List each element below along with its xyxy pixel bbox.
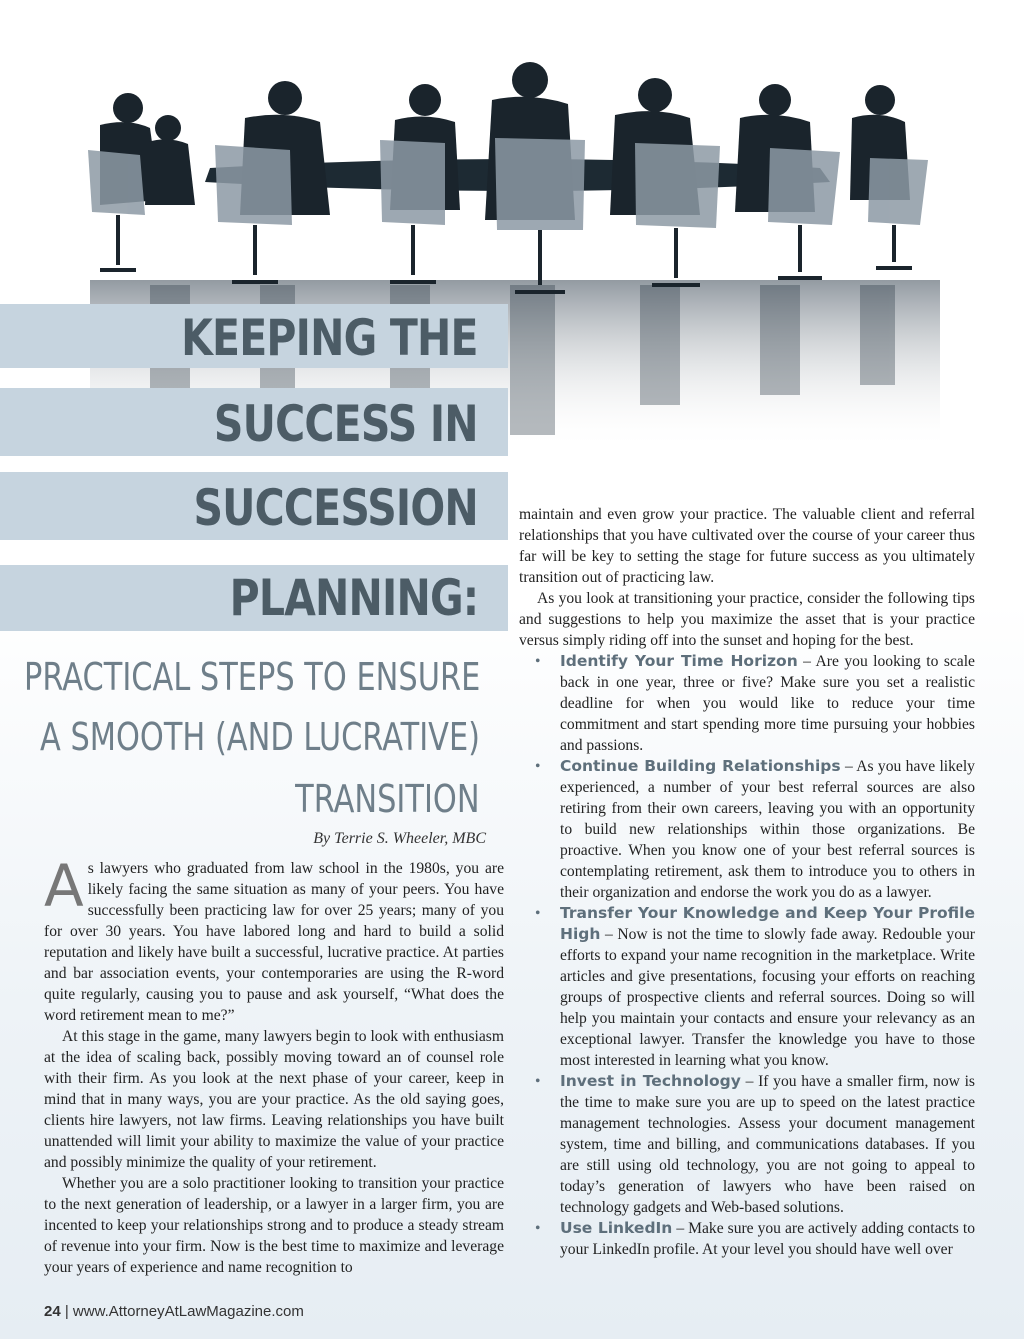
- bullet-icon: •: [535, 905, 541, 922]
- tips-list: [519, 651, 975, 1260]
- tip-text: – Make sure you are actively adding contacts to your LinkedIn profile. At your level you should have well over: [560, 1220, 975, 1258]
- right-column: [519, 504, 975, 1260]
- bullet-icon: •: [535, 1220, 541, 1237]
- footer-website: www.AttorneyAtLawMagazine.com: [72, 1303, 304, 1320]
- tip-heading: Invest in Technology: [560, 1072, 741, 1090]
- intro-paragraph: [44, 852, 504, 1026]
- bullet-icon: •: [535, 758, 541, 775]
- list-item: [519, 903, 975, 1071]
- subtitle-line-3: TRANSITION: [295, 777, 480, 821]
- tip-text: – Are you looking to scale back in one year, three or five? Make sure you set a realistic deadline for when you would like to reduce your time commitment and start spending more time pursuing your hobbies and passions.: [560, 653, 975, 754]
- footer-separator: |: [60, 1303, 73, 1320]
- paragraph: As you look at transitioning your practice, consider the following tips and suggestions to help you maximize the asset that is your practice versus simply riding off into the sunset and hoping for the best.: [519, 590, 975, 649]
- list-item: [519, 1071, 975, 1218]
- article-title-line-1: KEEPING THE: [181, 309, 478, 367]
- tip-heading: Use LinkedIn: [560, 1219, 673, 1237]
- list-item: [519, 1218, 975, 1260]
- subtitle-line-2: A SMOOTH (AND LUCRATIVE): [39, 715, 480, 759]
- paragraph: At this stage in the game, many lawyers begin to look with enthusiasm at the idea of scaling back, possibly moving toward an of counsel role with their firm. As you look at the next phase of your career, keep in mind that in many ways, you are your practice. As the old saying goes, clients hire lawyers, not law firms. Leaving relationships you have built unattended will limit your ability to maximize the value of your practice and possibly minimize the quality of your retirement.: [44, 1028, 504, 1171]
- bullet-icon: •: [535, 653, 541, 670]
- tip-heading: Identify Your Time Horizon: [560, 652, 798, 670]
- list-item: [519, 756, 975, 903]
- bullet-icon: •: [535, 1073, 541, 1090]
- drop-cap: A: [44, 852, 84, 920]
- article-title-line-2: SUCCESS IN: [214, 395, 478, 453]
- paragraph-text: s lawyers who graduated from law school in the 1980s, you are likely facing the same situation as many of your peers. You have successfully been practicing law for over 25 years; many of you for over 30 years. You have labored long and hard to build a solid reputation and likely have built a successful, lucrative practice. At parties and bar association events, your contemporaries are using the R-word quite regularly, causing you to pause and ask yourself, “What does the word retirement mean to me?”: [44, 860, 504, 1024]
- article-title-line-4: PLANNING:: [229, 569, 478, 627]
- paragraph: Whether you are a solo practitioner looking to transition your practice to the next generation of leadership, or a lawyer in a larger firm, you are incented to keep your relationships strong and to produce a steady stream of revenue into your firm. Now is the best time to maximize and leverage your years of experience and name recognition to: [44, 1175, 504, 1276]
- article-title-line-3: SUCCESSION: [193, 479, 478, 537]
- left-column: [44, 852, 504, 1278]
- tip-heading: Continue Building Relationships: [560, 757, 841, 775]
- list-item: [519, 651, 975, 756]
- paragraph: maintain and even grow your practice. The valuable client and referral relationships that you have cultivated over the course of your career thus far will be key to setting the stage for future success as you ultimately transition out of practicing law.: [519, 506, 975, 586]
- tip-heading: Transfer Your Knowledge and Keep Your Profile High: [560, 904, 975, 943]
- subtitle-line-1: PRACTICAL STEPS TO ENSURE: [23, 655, 480, 699]
- page-number: 24: [44, 1303, 61, 1320]
- tip-text: – As you have likely experienced, a number of your best referral sources are also retiring from their own careers, leaving you with an opportunity to build new relationships within those organizations. Be proactive. When you know one of your best referral sources is contemplating retirement, ask them to introduce you to others in their organization and endorse the work you do as a lawyer.: [560, 758, 975, 901]
- page-footer: [44, 1303, 304, 1320]
- tip-text: – Now is not the time to slowly fade away. Redouble your efforts to expand your name recognition in the marketplace. Write articles and give presentations, focusing your efforts on reaching groups of prospective clients and referral sources. Doing so will help you maintain your contacts and ensure your relevancy as an exceptional lawyer. Transfer the knowledge you have to those most interested in learning what you know.: [560, 926, 975, 1069]
- byline: By Terrie S. Wheeler, MBC: [313, 830, 486, 847]
- tip-text: – If you have a smaller firm, now is the time to make sure you are up to speed on the latest practice management technologies. Assess your document management system, time and billing, and communications databases. If you are still using old technology, you are not going to appeal to today’s generation of lawyers who have been raised on technology gadgets and Web-based solutions.: [560, 1073, 975, 1216]
